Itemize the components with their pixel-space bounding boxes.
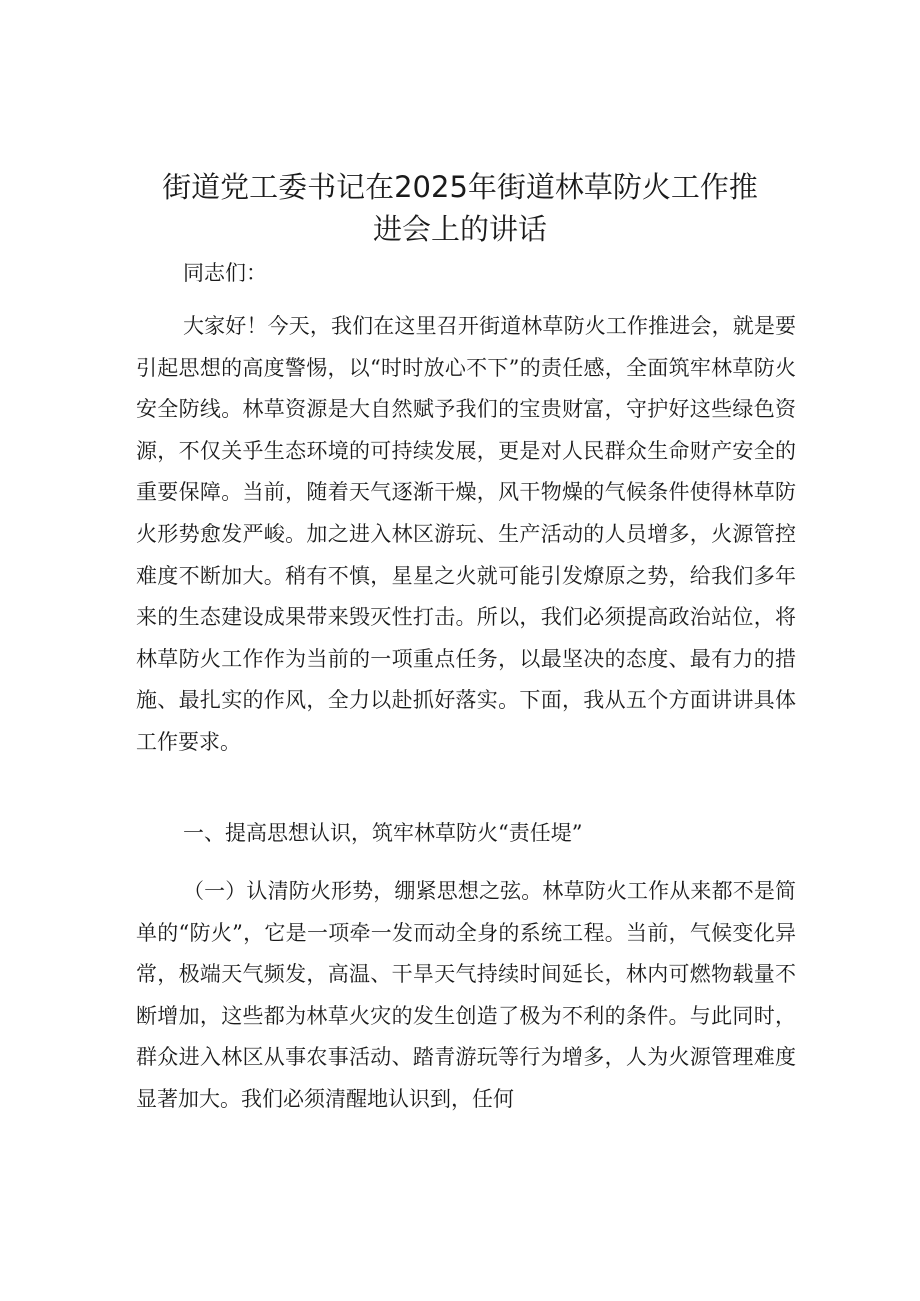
greeting: 同志们： — [183, 261, 267, 285]
title-line-1: 街道党工委书记在2025年街道林草防火工作推 — [162, 170, 758, 204]
subsection-paragraph-1: （一）认清防火形势，绷紧思想之弦。林草防火工作从来都不是简单的“防火”，它是一项牵一发而动全身的系统工程。当前，气候变化异常，极端天气频发，高温、干旱天气持续时间延长，林内可燃物载量不断增加，这些都为林草火灾的发生创造了极为不利的条件。与此同时，群众进入林区从事农事活动、踏青游玩等行为增多，人为火源管理难度显著加大。我们必须清醒地认识到，任何 — [136, 879, 796, 1111]
opening-paragraph: 大家好！今天，我们在这里召开街道林草防火工作推进会，就是要引起思想的高度警惕，以“时时放心不下”的责任感，全面筑牢林草防火安全防线。林草资源是大自然赋予我们的宝贵财富，守护好这些绿色资源，不仅关乎生态环境的可持续发展，更是对人民群众生命财产安全的重要保障。当前，随着天气逐渐干燥，风干物燥的气候条件使得林草防火形势愈发严峻。加之进入林区游玩、生产活动的人员增多，火源管控难度不断加大。稍有不慎，星星之火就可能引发燎原之势，给我们多年来的生态建设成果带来毁灭性打击。所以，我们必须提高政治站位，将林草防火工作作为当前的一项重点任务，以最坚决的态度、最有力的措施、最扎实的作风，全力以赴抓好落实。下面，我从五个方面讲讲具体工作要求。 — [136, 314, 796, 754]
section-heading-1: 一、提高思想认识，筑牢林草防火“责任堤” — [183, 821, 583, 845]
title-line-2: 进会上的讲话 — [372, 212, 547, 246]
document-title — [135, 166, 785, 250]
